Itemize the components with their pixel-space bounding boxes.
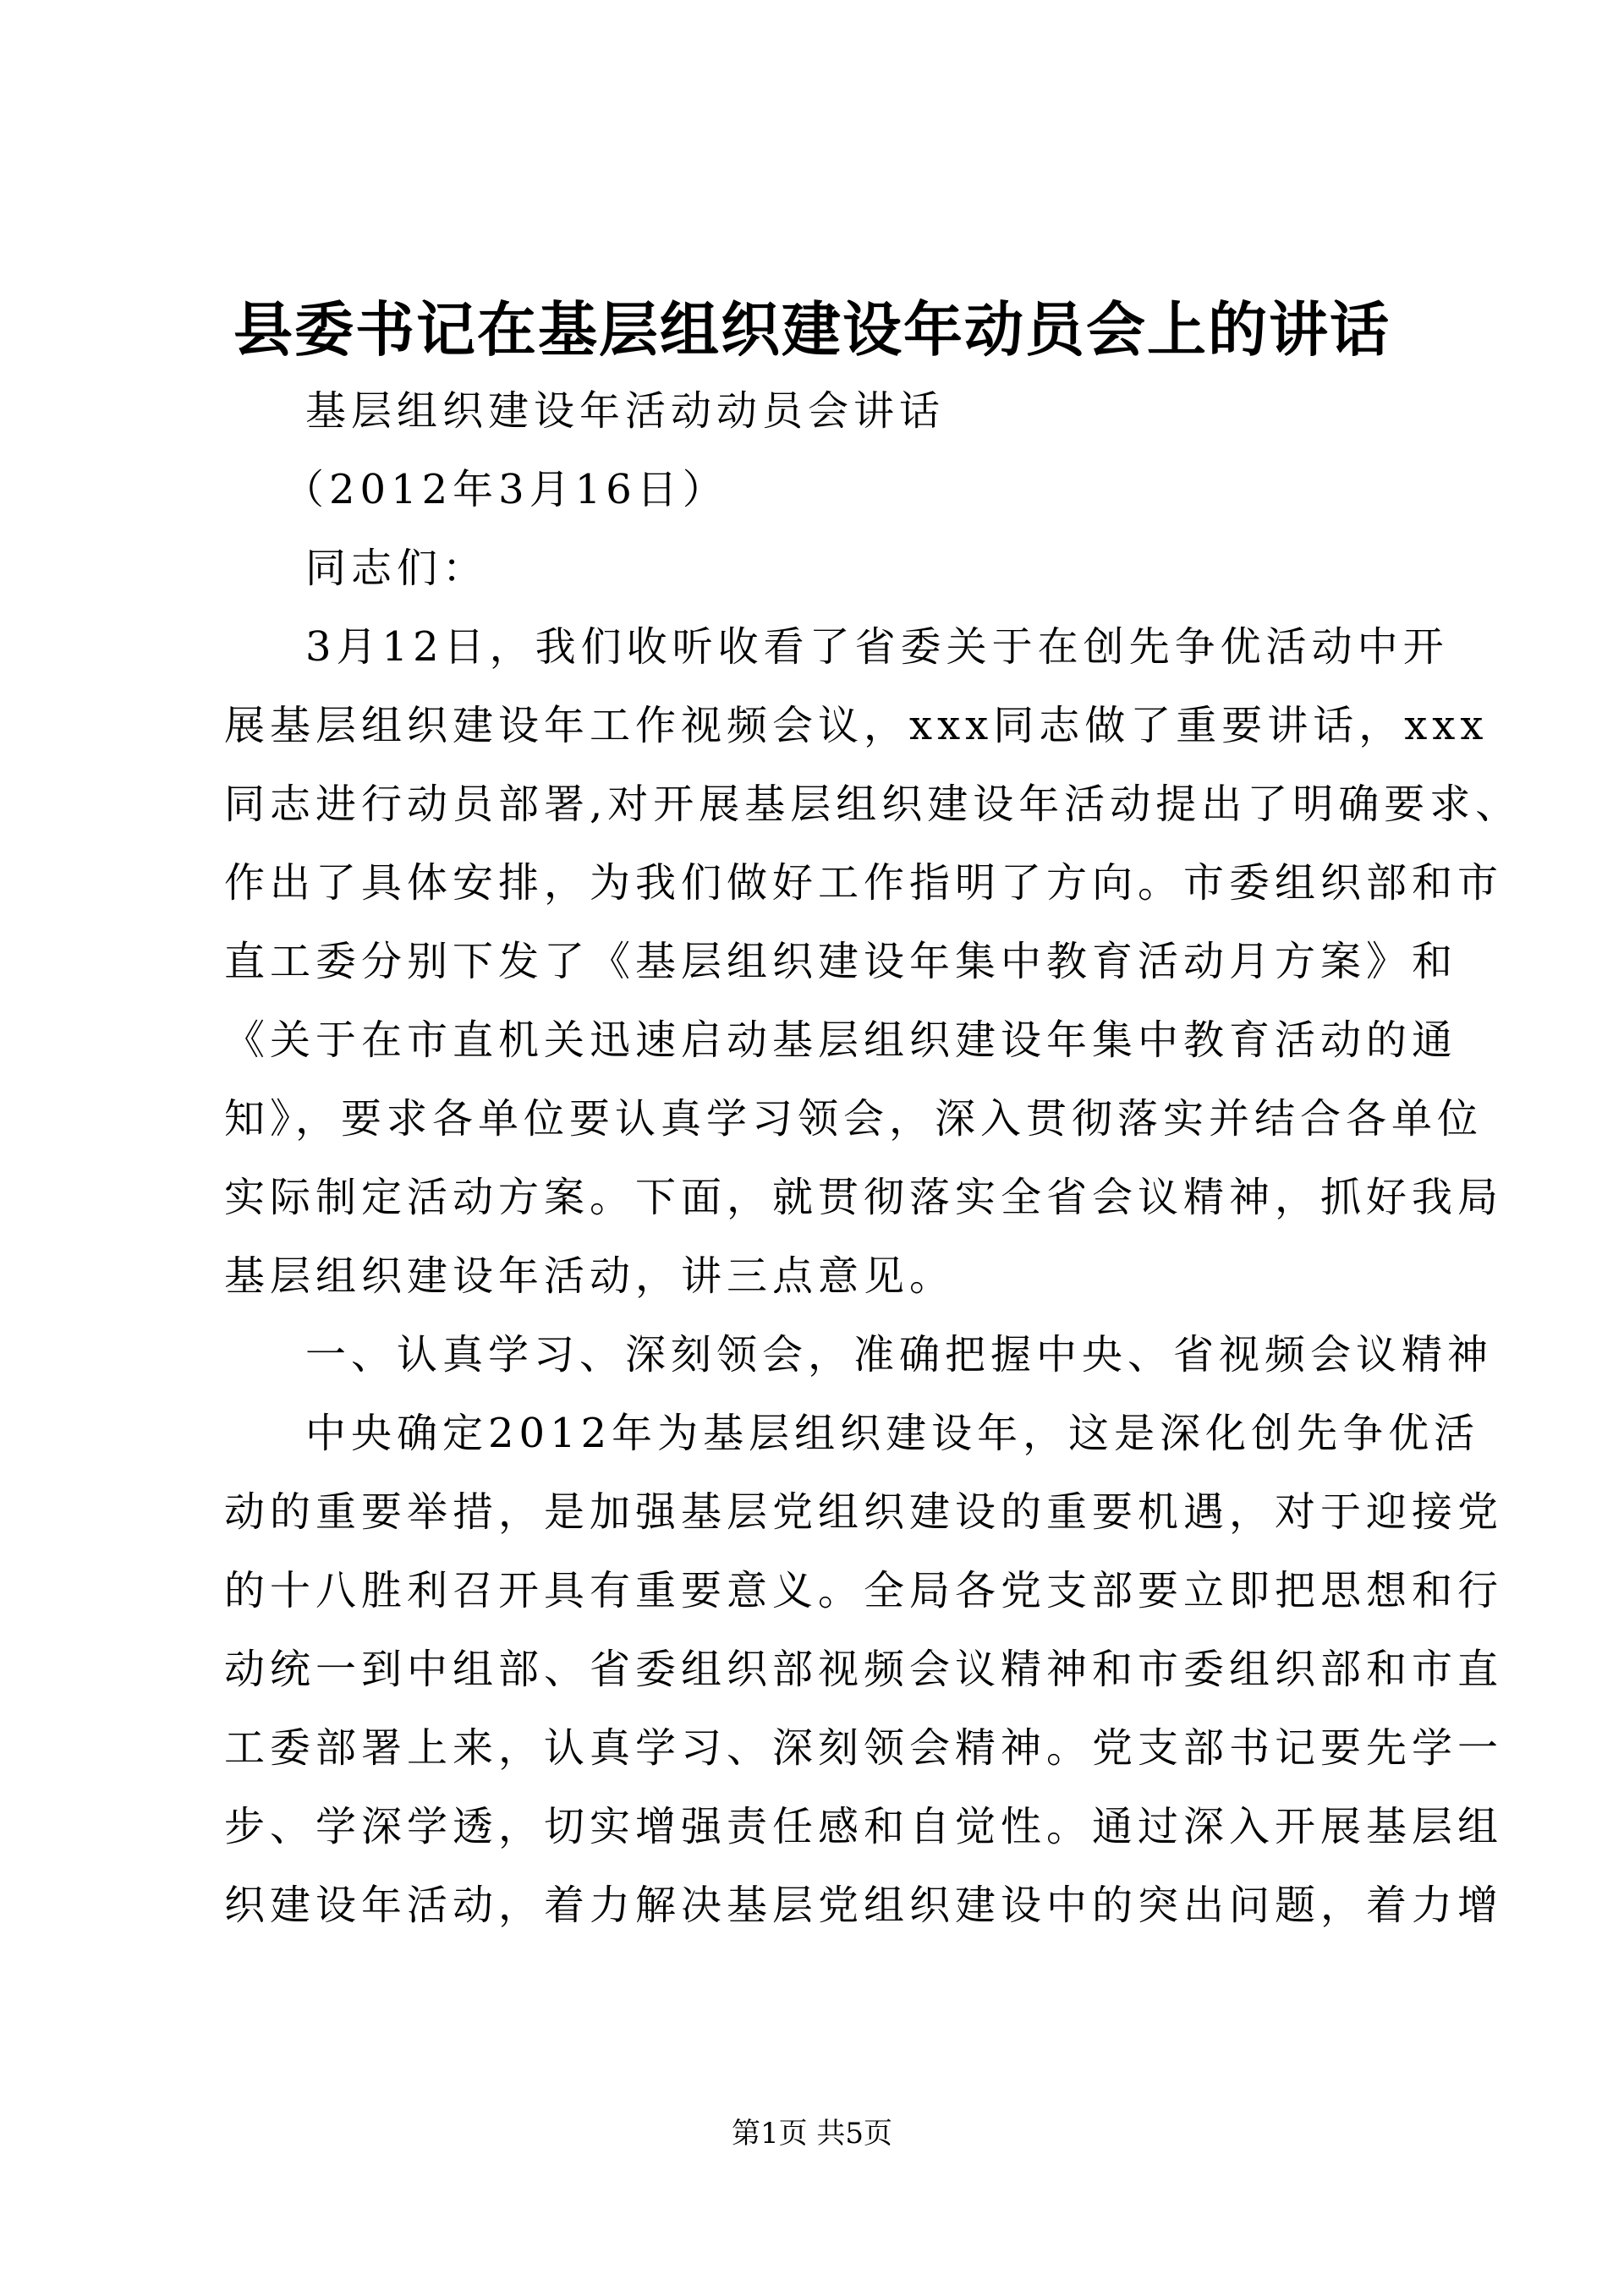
paragraph-line: 动的重要举措，是加强基层党组织建设的重要机遇，对于迎接党	[224, 1488, 1504, 1536]
document-title: 县委书记在基层组织建设年动员会上的讲话	[233, 294, 1391, 364]
salutation-line: 同志们：	[305, 545, 489, 592]
date-line: （2012年3月16日）	[283, 466, 728, 513]
paragraph-line: 直工委分别下发了《基层组织建设年集中教育活动月方案》和	[224, 938, 1458, 985]
paragraph-line: 作出了具体安排，为我们做好工作指明了方向。市委组织部和市	[224, 859, 1504, 907]
document-body	[224, 372, 1522, 1945]
paragraph-line: 织建设年活动，着力解决基层党组织建设中的突出问题，着力增	[224, 1882, 1504, 1929]
paragraph-line: 步、学深学透，切实增强责任感和自觉性。通过深入开展基层组	[224, 1803, 1504, 1850]
paragraph-line: 基层组织建设年活动，讲三点意见。	[224, 1252, 956, 1300]
page-footer: 第1页 共5页	[731, 2117, 893, 2151]
paragraph-line: 同志进行动员部署,对开展基层组织建设年活动提出了明确要求、	[224, 781, 1522, 828]
paragraph-line: 展基层组织建设年工作视频会议，xxx同志做了重要讲话，xxx	[224, 702, 1489, 749]
paragraph-line: 《关于在市直机关迅速启动基层组织建设年集中教育活动的通	[224, 1016, 1458, 1064]
paragraph-line: 工委部署上来，认真学习、深刻领会精神。党支部书记要先学一	[224, 1724, 1504, 1772]
paragraph-line: 的十八胜利召开具有重要意义。全局各党支部要立即把思想和行	[224, 1567, 1504, 1614]
paragraph-line: 实际制定活动方案。下面，就贯彻落实全省会议精神，抓好我局	[224, 1174, 1504, 1221]
subtitle-line: 基层组织建设年活动动员会讲话	[305, 387, 946, 435]
paragraph-line: 中央确定2012年为基层组织建设年，这是深化创先争优活	[305, 1410, 1480, 1457]
paragraph-line: 知》，要求各单位要认真学习领会，深入贯彻落实并结合各单位	[224, 1095, 1484, 1143]
section-heading: 一、认真学习、深刻领会，准确把握中央、省视频会议精神	[305, 1331, 1494, 1378]
paragraph-line: 动统一到中组部、省委组织部视频会议精神和市委组织部和市直	[224, 1646, 1504, 1693]
paragraph-line: 3月12日，我们收听收看了省委关于在创先争优活动中开	[305, 623, 1449, 671]
